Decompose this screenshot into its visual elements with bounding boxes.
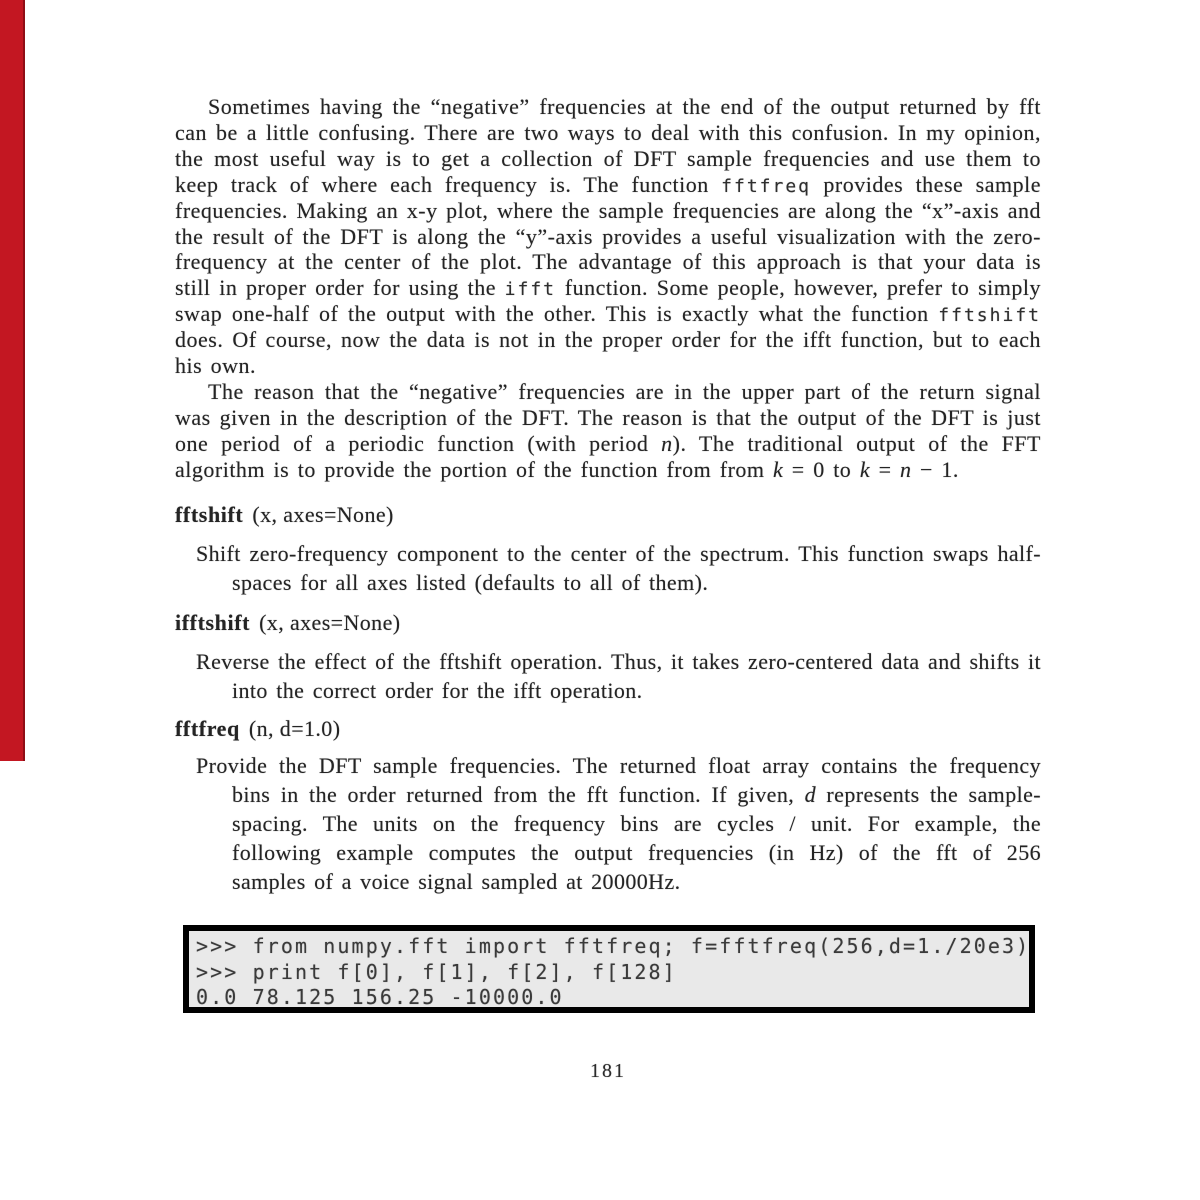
text-run: provides these sample frequencies. Making an x-y plot, where the sample frequencies are along the “x”-axis and the result of the DFT is along the “y”-axis provides a useful visualization with the zero-frequency at the center of the plot. The advantage of this approach is that your data is still in proper order for using the xyxy=(175,171,1041,301)
definition-desc-ifftshift xyxy=(175,647,1041,705)
inline-code-fftshift: fftshift xyxy=(938,305,1041,327)
code-line-import: >>> from numpy.fft import fftfreq; f=fftfreq(256,d=1./20e3) xyxy=(196,934,1031,958)
function-name: ifftshift xyxy=(175,609,251,635)
inline-code-fftfreq: fftfreq xyxy=(721,175,812,197)
function-args: (n, d=1.0) xyxy=(248,715,341,741)
function-name: fftshift xyxy=(175,501,244,527)
text-run: ). The traditional output of the FFT algorithm is to provide the portion of the function from from xyxy=(175,430,1041,482)
function-name: fftfreq xyxy=(175,715,240,741)
definition-desc-fftfreq xyxy=(175,751,1041,896)
math-var-k: k xyxy=(773,456,784,482)
definition-desc-fftshift xyxy=(175,539,1041,597)
text-run: function. Some people, however, prefer to simply swap one-half of the output with the other. This is exactly what the function xyxy=(175,275,1041,327)
function-args: (x, axes=None) xyxy=(259,609,401,635)
math-var-n: n xyxy=(900,456,912,482)
code-line-output: 0.0 78.125 156.25 -10000.0 xyxy=(196,985,564,1009)
definition-heading-ifftshift xyxy=(175,609,1041,636)
inline-code-ifft: ifft xyxy=(504,279,557,301)
text-run: = 0 to xyxy=(783,456,860,482)
page-content xyxy=(175,94,1041,896)
text-run: Provide the DFT sample frequencies. The returned float array contains the frequency bins in the order returned from the fft function. If given, xyxy=(196,752,1041,807)
text-run: does. Of course, now the data is not in the proper order for the ifft function, but to each his own. xyxy=(175,327,1041,379)
code-line-print: >>> print f[0], f[1], f[2], f[128] xyxy=(196,959,677,984)
text-run: Reverse the effect of the fftshift operation. Thus, it takes zero-centered data and shifts it into the correct order for the ifft operation. xyxy=(196,648,1041,703)
text-run: represents the sample-spacing. The units on the frequency bins are cycles / unit. For example, the following example computes the output frequencies (in Hz) of the fft of 256 samples of a voice signal sampled at 20000Hz. xyxy=(232,781,1041,894)
text-run: The reason that the “negative” frequencies are in the upper part of the return signal was given in the description of the DFT. The reason is that the output of the DFT is just one period of a periodic function (with period xyxy=(175,378,1041,456)
text-run: − 1. xyxy=(911,456,959,482)
function-args: (x, axes=None) xyxy=(252,501,394,527)
paragraph-fft-confusion xyxy=(175,94,1041,379)
red-edge-stripe xyxy=(0,0,25,761)
math-var-d: d xyxy=(804,781,816,807)
definition-heading-fftfreq xyxy=(175,715,1041,742)
paragraph-negative-frequencies xyxy=(175,379,1041,483)
page-number: 181 xyxy=(590,1060,626,1082)
math-var-k: k xyxy=(859,456,871,482)
text-run: = xyxy=(870,456,900,482)
math-var-n: n xyxy=(661,430,673,456)
code-content xyxy=(189,931,1029,1011)
code-block xyxy=(183,925,1035,1013)
definition-heading-fftshift xyxy=(175,501,1041,528)
text-run: Sometimes having the “negative” frequencies at the end of the output returned by fft can be a little confusing. There are two ways to deal with this confusion. In my opinion, the most useful way is to get a collection of DFT sample frequencies and use them to keep track of where each frequency is. The function xyxy=(175,94,1041,197)
text-run: Shift zero-frequency component to the center of the spectrum. This function swaps half-spaces for all axes listed (defaults to all of them). xyxy=(196,540,1041,595)
